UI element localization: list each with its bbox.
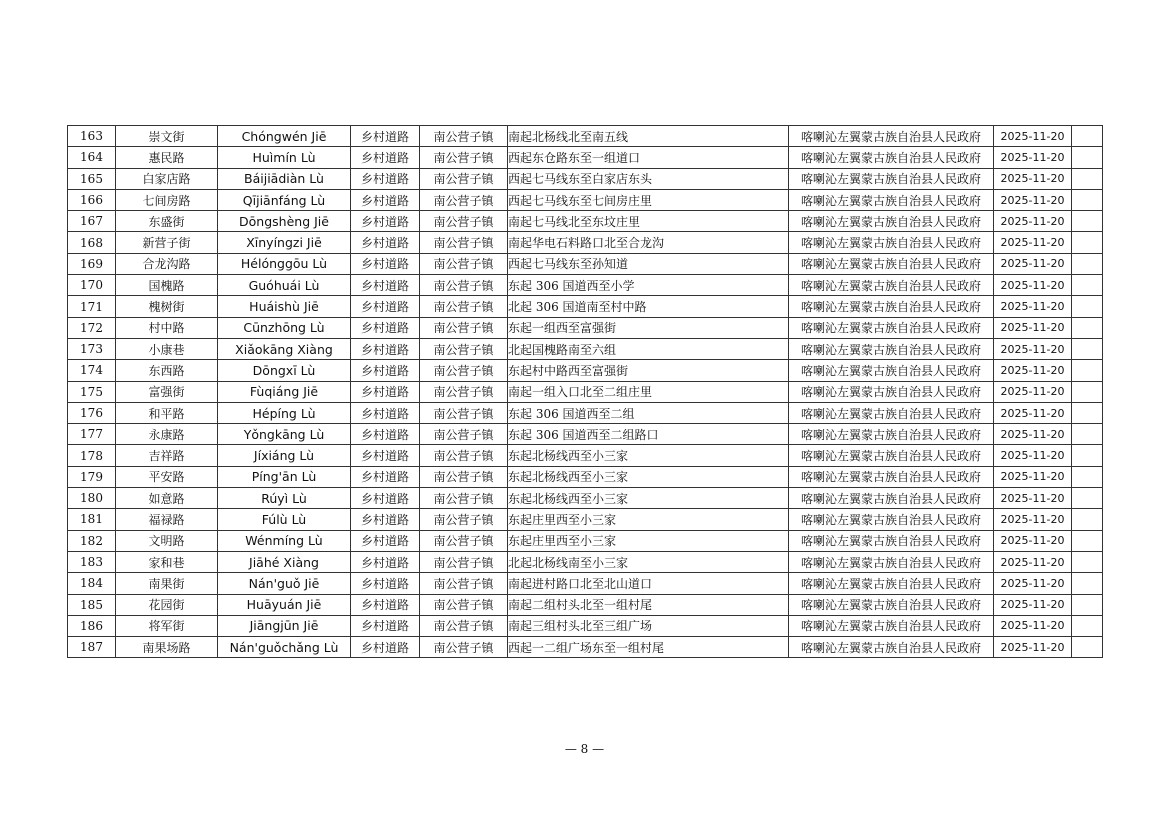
chinese-name-cell: 槐树街 <box>116 296 218 317</box>
start-end-cell: 东起庄里西至小三家 <box>508 530 789 551</box>
remarks-cell <box>1072 466 1103 487</box>
start-end-cell: 西起东仓路东至一组道口 <box>508 147 789 168</box>
pinyin-cell: Nán'guǒchǎng Lù <box>218 637 351 658</box>
remarks-cell <box>1072 211 1103 232</box>
road-type-cell: 乡村道路 <box>351 530 420 551</box>
pinyin-cell: Xiǎokāng Xiàng <box>218 338 351 359</box>
road-type-cell: 乡村道路 <box>351 615 420 636</box>
township-cell: 南公营子镇 <box>420 573 508 594</box>
table-row <box>68 296 1103 317</box>
start-end-cell: 南起三组村头北至三组广场 <box>508 615 789 636</box>
approval-date-cell: 2025-11-20 <box>994 232 1072 253</box>
approving-authority-cell: 喀喇沁左翼蒙古族自治县人民政府 <box>789 381 994 402</box>
chinese-name-cell: 白家店路 <box>116 168 218 189</box>
serial-number-cell: 178 <box>68 445 116 466</box>
approval-date-cell: 2025-11-20 <box>994 402 1072 423</box>
chinese-name-cell: 吉祥路 <box>116 445 218 466</box>
approval-date-cell: 2025-11-20 <box>994 594 1072 615</box>
approval-date-cell: 2025-11-20 <box>994 530 1072 551</box>
township-cell: 南公营子镇 <box>420 232 508 253</box>
remarks-cell <box>1072 573 1103 594</box>
approving-authority-cell: 喀喇沁左翼蒙古族自治县人民政府 <box>789 509 994 530</box>
township-cell: 南公营子镇 <box>420 530 508 551</box>
approval-date-cell: 2025-11-20 <box>994 488 1072 509</box>
road-type-cell: 乡村道路 <box>351 296 420 317</box>
remarks-cell <box>1072 615 1103 636</box>
approving-authority-cell: 喀喇沁左翼蒙古族自治县人民政府 <box>789 147 994 168</box>
start-end-cell: 西起七马线东至七间房庄里 <box>508 189 789 210</box>
chinese-name-cell: 东西路 <box>116 360 218 381</box>
start-end-cell: 西起一二组广场东至一组村尾 <box>508 637 789 658</box>
remarks-cell <box>1072 317 1103 338</box>
pinyin-cell: Chóngwén Jiē <box>218 126 351 147</box>
pinyin-cell: Dōngshèng Jiē <box>218 211 351 232</box>
road-type-cell: 乡村道路 <box>351 637 420 658</box>
township-cell: 南公营子镇 <box>420 211 508 232</box>
approval-date-cell: 2025-11-20 <box>994 211 1072 232</box>
table-row <box>68 594 1103 615</box>
start-end-cell: 南起七马线北至东坟庄里 <box>508 211 789 232</box>
start-end-cell: 南起华电石料路口北至合龙沟 <box>508 232 789 253</box>
approving-authority-cell: 喀喇沁左翼蒙古族自治县人民政府 <box>789 445 994 466</box>
start-end-cell: 南起二组村头北至一组村尾 <box>508 594 789 615</box>
township-cell: 南公营子镇 <box>420 637 508 658</box>
approval-date-cell: 2025-11-20 <box>994 466 1072 487</box>
table-row <box>68 573 1103 594</box>
approving-authority-cell: 喀喇沁左翼蒙古族自治县人民政府 <box>789 338 994 359</box>
chinese-name-cell: 崇文街 <box>116 126 218 147</box>
township-cell: 南公营子镇 <box>420 402 508 423</box>
start-end-cell: 东起庄里西至小三家 <box>508 509 789 530</box>
serial-number-cell: 184 <box>68 573 116 594</box>
approving-authority-cell: 喀喇沁左翼蒙古族自治县人民政府 <box>789 594 994 615</box>
serial-number-cell: 171 <box>68 296 116 317</box>
township-cell: 南公营子镇 <box>420 594 508 615</box>
start-end-cell: 东起北杨线西至小三家 <box>508 445 789 466</box>
start-end-cell: 东起北杨线西至小三家 <box>508 488 789 509</box>
start-end-cell: 东起 306 国道西至二组 <box>508 402 789 423</box>
road-type-cell: 乡村道路 <box>351 338 420 359</box>
chinese-name-cell: 花园街 <box>116 594 218 615</box>
serial-number-cell: 186 <box>68 615 116 636</box>
road-type-cell: 乡村道路 <box>351 381 420 402</box>
road-type-cell: 乡村道路 <box>351 360 420 381</box>
road-type-cell: 乡村道路 <box>351 275 420 296</box>
start-end-cell: 南起一组入口北至二组庄里 <box>508 381 789 402</box>
remarks-cell <box>1072 189 1103 210</box>
approval-date-cell: 2025-11-20 <box>994 296 1072 317</box>
chinese-name-cell: 富强街 <box>116 381 218 402</box>
chinese-name-cell: 新营子街 <box>116 232 218 253</box>
serial-number-cell: 170 <box>68 275 116 296</box>
chinese-name-cell: 七间房路 <box>116 189 218 210</box>
start-end-cell: 南起北杨线北至南五线 <box>508 126 789 147</box>
township-cell: 南公营子镇 <box>420 615 508 636</box>
remarks-cell <box>1072 296 1103 317</box>
approving-authority-cell: 喀喇沁左翼蒙古族自治县人民政府 <box>789 232 994 253</box>
approving-authority-cell: 喀喇沁左翼蒙古族自治县人民政府 <box>789 253 994 274</box>
remarks-cell <box>1072 147 1103 168</box>
approval-date-cell: 2025-11-20 <box>994 381 1072 402</box>
table-row <box>68 232 1103 253</box>
start-end-cell: 北起国槐路南至六组 <box>508 338 789 359</box>
serial-number-cell: 165 <box>68 168 116 189</box>
remarks-cell <box>1072 445 1103 466</box>
table-row <box>68 189 1103 210</box>
start-end-cell: 西起七马线东至孙知道 <box>508 253 789 274</box>
approval-date-cell: 2025-11-20 <box>994 445 1072 466</box>
approval-date-cell: 2025-11-20 <box>994 317 1072 338</box>
start-end-cell: 西起七马线东至白家店东头 <box>508 168 789 189</box>
approval-date-cell: 2025-11-20 <box>994 168 1072 189</box>
remarks-cell <box>1072 338 1103 359</box>
serial-number-cell: 181 <box>68 509 116 530</box>
township-cell: 南公营子镇 <box>420 296 508 317</box>
remarks-cell <box>1072 232 1103 253</box>
pinyin-cell: Wénmíng Lù <box>218 530 351 551</box>
chinese-name-cell: 村中路 <box>116 317 218 338</box>
remarks-cell <box>1072 509 1103 530</box>
approval-date-cell: 2025-11-20 <box>994 147 1072 168</box>
pinyin-cell: Guóhuái Lù <box>218 275 351 296</box>
pinyin-cell: Yǒngkāng Lù <box>218 424 351 445</box>
remarks-cell <box>1072 275 1103 296</box>
approving-authority-cell: 喀喇沁左翼蒙古族自治县人民政府 <box>789 360 994 381</box>
approving-authority-cell: 喀喇沁左翼蒙古族自治县人民政府 <box>789 317 994 338</box>
chinese-name-cell: 将军街 <box>116 615 218 636</box>
approving-authority-cell: 喀喇沁左翼蒙古族自治县人民政府 <box>789 488 994 509</box>
start-end-cell: 北起 306 国道南至村中路 <box>508 296 789 317</box>
township-cell: 南公营子镇 <box>420 551 508 572</box>
road-type-cell: 乡村道路 <box>351 466 420 487</box>
table-row <box>68 253 1103 274</box>
remarks-cell <box>1072 637 1103 658</box>
township-cell: 南公营子镇 <box>420 424 508 445</box>
remarks-cell <box>1072 424 1103 445</box>
chinese-name-cell: 国槐路 <box>116 275 218 296</box>
chinese-name-cell: 福禄路 <box>116 509 218 530</box>
serial-number-cell: 164 <box>68 147 116 168</box>
township-cell: 南公营子镇 <box>420 168 508 189</box>
start-end-cell: 东起村中路西至富强街 <box>508 360 789 381</box>
pinyin-cell: Dōngxī Lù <box>218 360 351 381</box>
chinese-name-cell: 平安路 <box>116 466 218 487</box>
start-end-cell: 南起进村路口北至北山道口 <box>508 573 789 594</box>
serial-number-cell: 177 <box>68 424 116 445</box>
table-row <box>68 637 1103 658</box>
table-row <box>68 126 1103 147</box>
pinyin-cell: Hépíng Lù <box>218 402 351 423</box>
road-type-cell: 乡村道路 <box>351 317 420 338</box>
approving-authority-cell: 喀喇沁左翼蒙古族自治县人民政府 <box>789 275 994 296</box>
serial-number-cell: 179 <box>68 466 116 487</box>
pinyin-cell: Hélónggōu Lù <box>218 253 351 274</box>
place-name-table <box>67 125 1103 658</box>
approving-authority-cell: 喀喇沁左翼蒙古族自治县人民政府 <box>789 211 994 232</box>
road-type-cell: 乡村道路 <box>351 126 420 147</box>
table-row <box>68 445 1103 466</box>
pinyin-cell: Qījiānfáng Lù <box>218 189 351 210</box>
road-type-cell: 乡村道路 <box>351 189 420 210</box>
road-type-cell: 乡村道路 <box>351 594 420 615</box>
approval-date-cell: 2025-11-20 <box>994 509 1072 530</box>
pinyin-cell: Huāyuán Jiē <box>218 594 351 615</box>
chinese-name-cell: 南果场路 <box>116 637 218 658</box>
page-number: — 8 — <box>564 742 605 756</box>
pinyin-cell: Cūnzhōng Lù <box>218 317 351 338</box>
table-body <box>68 126 1103 658</box>
start-end-cell: 北起北杨线南至小三家 <box>508 551 789 572</box>
township-cell: 南公营子镇 <box>420 360 508 381</box>
approving-authority-cell: 喀喇沁左翼蒙古族自治县人民政府 <box>789 615 994 636</box>
remarks-cell <box>1072 168 1103 189</box>
chinese-name-cell: 文明路 <box>116 530 218 551</box>
table-row <box>68 424 1103 445</box>
remarks-cell <box>1072 594 1103 615</box>
approving-authority-cell: 喀喇沁左翼蒙古族自治县人民政府 <box>789 530 994 551</box>
road-type-cell: 乡村道路 <box>351 488 420 509</box>
table-row <box>68 615 1103 636</box>
chinese-name-cell: 如意路 <box>116 488 218 509</box>
chinese-name-cell: 小康巷 <box>116 338 218 359</box>
approval-date-cell: 2025-11-20 <box>994 338 1072 359</box>
pinyin-cell: Píng'ān Lù <box>218 466 351 487</box>
township-cell: 南公营子镇 <box>420 253 508 274</box>
table-row <box>68 275 1103 296</box>
remarks-cell <box>1072 126 1103 147</box>
township-cell: 南公营子镇 <box>420 445 508 466</box>
serial-number-cell: 167 <box>68 211 116 232</box>
approving-authority-cell: 喀喇沁左翼蒙古族自治县人民政府 <box>789 573 994 594</box>
approving-authority-cell: 喀喇沁左翼蒙古族自治县人民政府 <box>789 466 994 487</box>
chinese-name-cell: 合龙沟路 <box>116 253 218 274</box>
chinese-name-cell: 和平路 <box>116 402 218 423</box>
approving-authority-cell: 喀喇沁左翼蒙古族自治县人民政府 <box>789 189 994 210</box>
serial-number-cell: 185 <box>68 594 116 615</box>
remarks-cell <box>1072 402 1103 423</box>
approval-date-cell: 2025-11-20 <box>994 253 1072 274</box>
approving-authority-cell: 喀喇沁左翼蒙古族自治县人民政府 <box>789 126 994 147</box>
table-row <box>68 402 1103 423</box>
chinese-name-cell: 东盛街 <box>116 211 218 232</box>
table-row <box>68 488 1103 509</box>
approval-date-cell: 2025-11-20 <box>994 360 1072 381</box>
approval-date-cell: 2025-11-20 <box>994 424 1072 445</box>
approving-authority-cell: 喀喇沁左翼蒙古族自治县人民政府 <box>789 424 994 445</box>
start-end-cell: 东起北杨线西至小三家 <box>508 466 789 487</box>
serial-number-cell: 173 <box>68 338 116 359</box>
table-row <box>68 360 1103 381</box>
table-row <box>68 381 1103 402</box>
remarks-cell <box>1072 530 1103 551</box>
serial-number-cell: 187 <box>68 637 116 658</box>
chinese-name-cell: 惠民路 <box>116 147 218 168</box>
pinyin-cell: Nán'guǒ Jiē <box>218 573 351 594</box>
pinyin-cell: Fúlù Lù <box>218 509 351 530</box>
approval-date-cell: 2025-11-20 <box>994 275 1072 296</box>
approval-date-cell: 2025-11-20 <box>994 573 1072 594</box>
pinyin-cell: Xīnyíngzi Jiē <box>218 232 351 253</box>
start-end-cell: 东起 306 国道西至小学 <box>508 275 789 296</box>
road-type-cell: 乡村道路 <box>351 232 420 253</box>
township-cell: 南公营子镇 <box>420 338 508 359</box>
serial-number-cell: 180 <box>68 488 116 509</box>
road-type-cell: 乡村道路 <box>351 211 420 232</box>
table-row <box>68 466 1103 487</box>
pinyin-cell: Huìmín Lù <box>218 147 351 168</box>
table-row <box>68 509 1103 530</box>
chinese-name-cell: 永康路 <box>116 424 218 445</box>
road-type-cell: 乡村道路 <box>351 147 420 168</box>
pinyin-cell: Jíxiáng Lù <box>218 445 351 466</box>
road-type-cell: 乡村道路 <box>351 573 420 594</box>
serial-number-cell: 168 <box>68 232 116 253</box>
table-row <box>68 530 1103 551</box>
chinese-name-cell: 家和巷 <box>116 551 218 572</box>
chinese-name-cell: 南果街 <box>116 573 218 594</box>
pinyin-cell: Báijiādiàn Lù <box>218 168 351 189</box>
remarks-cell <box>1072 253 1103 274</box>
township-cell: 南公营子镇 <box>420 381 508 402</box>
table-row <box>68 317 1103 338</box>
serial-number-cell: 183 <box>68 551 116 572</box>
township-cell: 南公营子镇 <box>420 189 508 210</box>
serial-number-cell: 174 <box>68 360 116 381</box>
township-cell: 南公营子镇 <box>420 466 508 487</box>
road-type-cell: 乡村道路 <box>351 551 420 572</box>
pinyin-cell: Jiāngjūn Jiē <box>218 615 351 636</box>
road-type-cell: 乡村道路 <box>351 509 420 530</box>
serial-number-cell: 169 <box>68 253 116 274</box>
approval-date-cell: 2025-11-20 <box>994 551 1072 572</box>
approval-date-cell: 2025-11-20 <box>994 637 1072 658</box>
approving-authority-cell: 喀喇沁左翼蒙古族自治县人民政府 <box>789 168 994 189</box>
approving-authority-cell: 喀喇沁左翼蒙古族自治县人民政府 <box>789 551 994 572</box>
start-end-cell: 东起 306 国道西至二组路口 <box>508 424 789 445</box>
remarks-cell <box>1072 360 1103 381</box>
serial-number-cell: 182 <box>68 530 116 551</box>
approval-date-cell: 2025-11-20 <box>994 615 1072 636</box>
township-cell: 南公营子镇 <box>420 509 508 530</box>
approval-date-cell: 2025-11-20 <box>994 189 1072 210</box>
start-end-cell: 东起一组西至富强街 <box>508 317 789 338</box>
table-row <box>68 211 1103 232</box>
table-row <box>68 168 1103 189</box>
remarks-cell <box>1072 551 1103 572</box>
township-cell: 南公营子镇 <box>420 147 508 168</box>
table-row <box>68 147 1103 168</box>
remarks-cell <box>1072 488 1103 509</box>
pinyin-cell: Fùqiáng Jiē <box>218 381 351 402</box>
pinyin-cell: Rúyì Lù <box>218 488 351 509</box>
serial-number-cell: 176 <box>68 402 116 423</box>
serial-number-cell: 172 <box>68 317 116 338</box>
road-type-cell: 乡村道路 <box>351 253 420 274</box>
serial-number-cell: 163 <box>68 126 116 147</box>
road-type-cell: 乡村道路 <box>351 424 420 445</box>
remarks-cell <box>1072 381 1103 402</box>
road-type-cell: 乡村道路 <box>351 168 420 189</box>
approving-authority-cell: 喀喇沁左翼蒙古族自治县人民政府 <box>789 296 994 317</box>
approving-authority-cell: 喀喇沁左翼蒙古族自治县人民政府 <box>789 402 994 423</box>
township-cell: 南公营子镇 <box>420 488 508 509</box>
road-type-cell: 乡村道路 <box>351 445 420 466</box>
approval-date-cell: 2025-11-20 <box>994 126 1072 147</box>
pinyin-cell: Huáishù Jiē <box>218 296 351 317</box>
pinyin-cell: Jiāhé Xiàng <box>218 551 351 572</box>
road-type-cell: 乡村道路 <box>351 402 420 423</box>
township-cell: 南公营子镇 <box>420 275 508 296</box>
township-cell: 南公营子镇 <box>420 126 508 147</box>
table-row <box>68 551 1103 572</box>
township-cell: 南公营子镇 <box>420 317 508 338</box>
approving-authority-cell: 喀喇沁左翼蒙古族自治县人民政府 <box>789 637 994 658</box>
serial-number-cell: 166 <box>68 189 116 210</box>
serial-number-cell: 175 <box>68 381 116 402</box>
table-row <box>68 338 1103 359</box>
